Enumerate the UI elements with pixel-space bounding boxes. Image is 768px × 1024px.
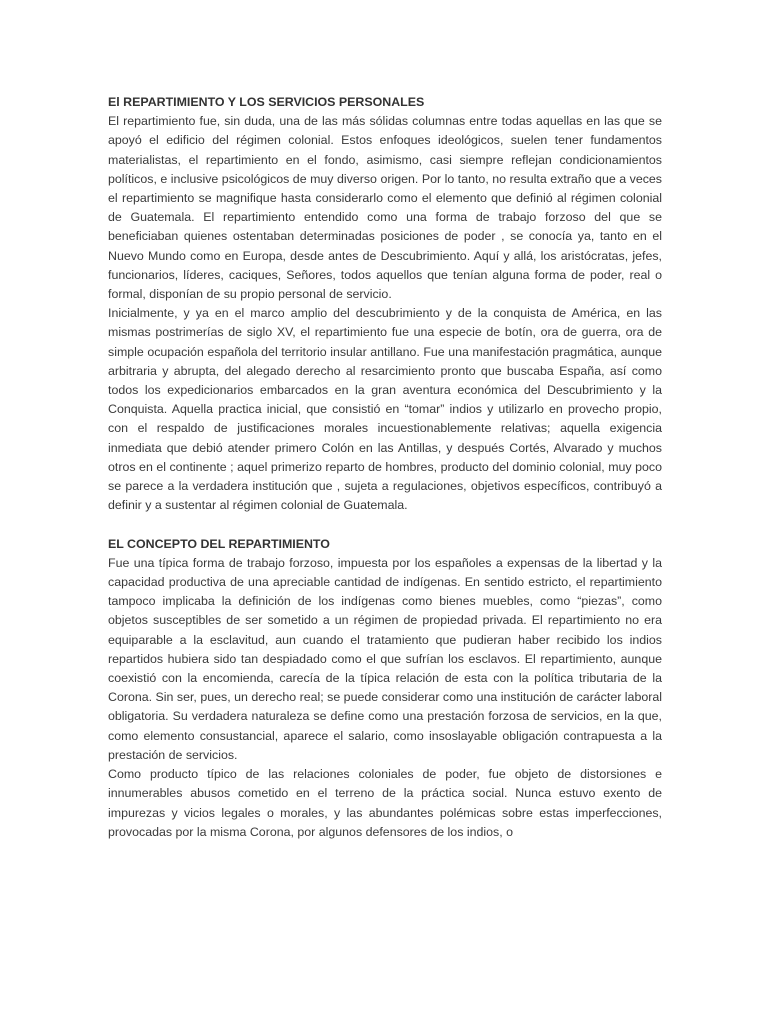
paragraph: El repartimiento fue, sin duda, una de las más sólidas columnas entre todas aquellas en las que se apoyó el edificio del régimen colonial. Estos enfoques ideológicos, suelen tener fundamentos materialistas, el repartimiento en el fondo, asimismo, casi siempre reflejan condicionamientos políticos, e inclusive psicológicos de muy diverso origen. Por lo tanto, no resulta extraño que a veces el repartimiento se magnifique hasta considerarlo como el elemento que definió al régimen colonial de Guatemala. El repartimiento entendido como una forma de trabajo forzoso del que se beneficiaban quienes ostentaban determinadas posiciones de poder , se conocía ya, tanto en el Nuevo Mundo como en Europa, desde antes de Descubrimiento. Aquí y allá, los aristócratas, jefes, funcionarios, líderes, caciques, Señores, todos aquellos que tenían alguna forma de poder, real o formal, disponían de su propio personal de servicio. xyxy=(108,114,662,302)
paragraph: Inicialmente, y ya en el marco amplio del descubrimiento y de la conquista de América, en las mismas postrimerías de siglo XV, el repartimiento fue una especie de botín, ora de guerra, ora de simple ocupación española del territorio insular antillano. Fue una manifestación pragmática, aunque arbitraria y abrupta, del alegado derecho al resarcimiento pronto que buscaba España, así como todos los expedicionarios embarcados en la gran aventura económica del Descubrimiento y la Conquista. Aquella practica inicial, que consistió en “tomar” indios y utilizarlo en provecho propio, con el respaldo de justificaciones morales incuestionablemente relativas; aquella exigencia inmediata que debió atender primero Colón en las Antillas, y después Cortés, Alvarado y muchos otros en el continente ; aquel primerizo reparto de hombres, producto del dominio colonial, muy poco se parece a la verdadera institución que , sujeta a regulaciones, objetivos específicos, contribuyó a definir y a sustentar al régimen colonial de Guatemala. xyxy=(108,306,662,513)
section-repartimiento-servicios xyxy=(108,93,662,515)
section-heading: EL CONCEPTO DEL REPARTIMIENTO xyxy=(108,536,330,551)
section-heading: El REPARTIMIENTO Y LOS SERVICIOS PERSONALES xyxy=(108,95,425,109)
document-page xyxy=(108,93,662,842)
paragraph: Como producto típico de las relaciones coloniales de poder, fue objeto de distorsiones e innumerables abusos cometido en el terreno de la práctica social. Nunca estuvo exento de impurezas y vicios legales o morales, y las abundantes polémicas sobre estas imperfecciones, provocadas por la misma Corona, por algunos defensores de los indios, o xyxy=(108,767,662,839)
paragraph: Fue una típica forma de trabajo forzoso, impuesta por los españoles a expensas de la libertad y la capacidad productiva de una apreciable cantidad de indígenas. En sentido estricto, el repartimiento tampoco implicaba la definición de los indígenas como bienes muebles, como “piezas”, como objetos susceptibles de ser sometido a un régimen de propiedad privada. El repartimiento no era equiparable a la esclavitud, aun cuando el tratamiento que pudieran haber recibido los indios repartidos hubiera sido tan despiadado como el que sufrían los esclavos. El repartimiento, aunque coexistió con la encomienda, carecía de la típica relación de esta con la política tributaria de la Corona. Sin ser, pues, un derecho real; se puede considerar como una institución de carácter laboral obligatoria. Su verdadera naturaleza se define como una prestación forzosa de servicios, en la que, como elemento consustancial, aparece el salario, como insoslayable obligación contrapuesta a la prestación de servicios. xyxy=(108,555,662,762)
section-spacer xyxy=(108,515,662,534)
section-concepto-repartimiento xyxy=(108,535,662,842)
